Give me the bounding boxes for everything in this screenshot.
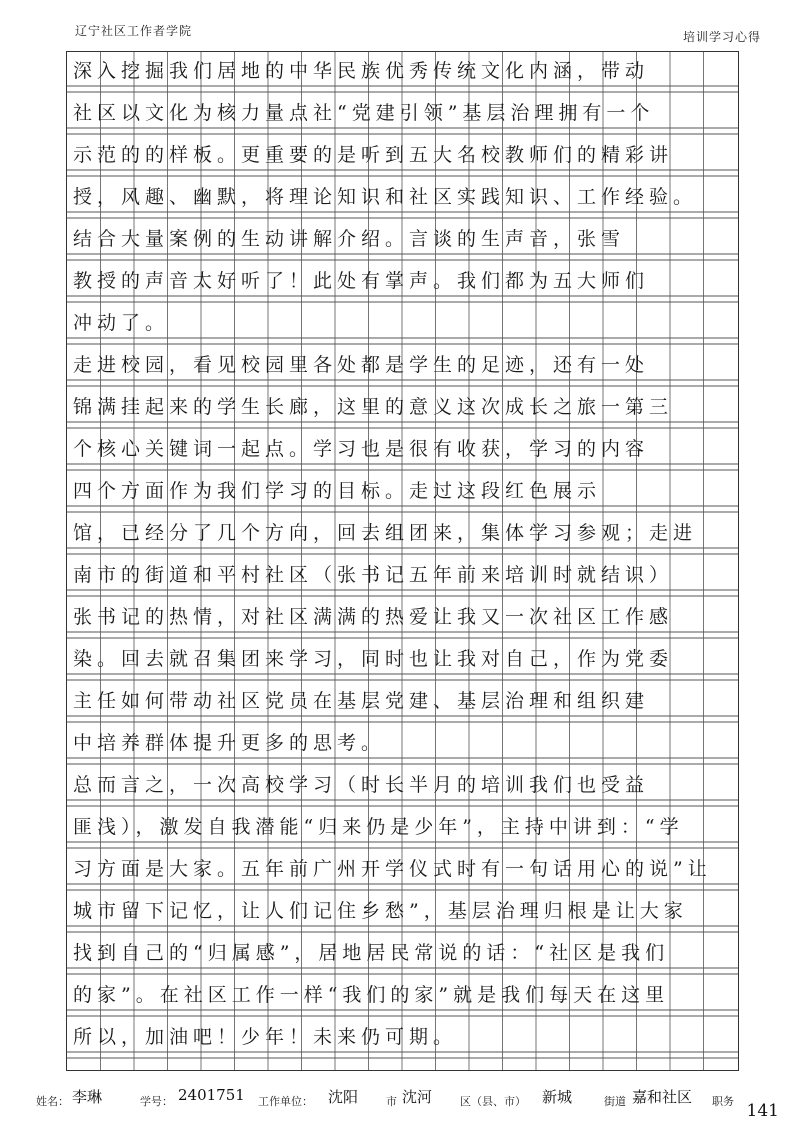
header-college-name: 辽宁社区工作者学院 xyxy=(75,24,193,38)
student-id-label: 学号： xyxy=(140,1095,173,1108)
text-line-21: 城市留下记忆，让人们记住乡愁”，基层治理归根是让大家 xyxy=(73,900,688,922)
text-line-16: 主任如何带动社区党员在基层党建、基层治理和组织建 xyxy=(73,690,650,712)
text-line-22: 找到自己的“归属感”，居地居民常说的话：“社区是我们 xyxy=(73,942,670,964)
city-label: 市 xyxy=(386,1095,397,1108)
text-line-6: 教授的声音太好听了！此处有掌声。我们都为五大师们 xyxy=(73,270,650,292)
text-line-14: 张书记的热情，对社区满满的热爱让我又一次社区工作感 xyxy=(73,606,674,628)
text-line-7: 冲动了。 xyxy=(73,312,170,334)
street-value: 嘉和社区 xyxy=(632,1088,693,1106)
text-line-23: 的家”。在社区工作一样“我们的家”就是我们每天在这里 xyxy=(73,984,670,1006)
text-line-8: 走进校园，看见校园里各处都是学生的足迹，还有一处 xyxy=(73,354,650,376)
name-value: 李琳 xyxy=(72,1088,103,1106)
writing-grid xyxy=(66,51,739,1071)
text-line-15: 染。回去就召集团来学习，同时也让我对自己，作为党委 xyxy=(73,648,674,670)
text-line-5: 结合大量案例的生动讲解介绍。言谈的生声音，张雪 xyxy=(73,228,626,250)
text-line-11: 四个方面作为我们学习的目标。走过这段红色展示 xyxy=(73,480,602,502)
text-line-12: 馆，已经分了几个方向，回去组团来，集体学习参观；走进 xyxy=(73,522,698,544)
text-line-10: 个核心关键词一起点。学习也是很有收获，学习的内容 xyxy=(73,438,650,460)
text-line-20: 习方面是大家。五年前广州开学仪式时有一句话用心的说”让 xyxy=(73,858,712,880)
district-value: 新城 xyxy=(542,1088,573,1106)
text-line-13: 南市的街道和平村社区（张书记五年前来培训时就结识） xyxy=(73,564,674,586)
city-value: 沈河 xyxy=(402,1088,433,1106)
text-line-9: 锦满挂起来的学生长廊，这里的意义这次成长之旅一第三 xyxy=(73,396,674,418)
text-line-2: 社区以文化为核力量点社“党建引领”基层治理拥有一个 xyxy=(73,102,655,124)
text-line-24: 所以，加油吧！少年！未来仍可期。 xyxy=(73,1026,458,1048)
text-line-19: 匪浅），激发自我潜能“归来仍是少年”，主持中讲到：“学 xyxy=(73,816,684,838)
street-label: 街道 xyxy=(604,1095,626,1108)
text-line-17: 中培养群体提升更多的思考。 xyxy=(73,732,386,754)
text-line-3: 示范的的样板。更重要的是听到五大名校教师们的精彩讲 xyxy=(73,144,674,166)
page-number: 141 xyxy=(746,1101,779,1121)
header-doc-title: 培训学习心得 xyxy=(682,30,761,44)
text-line-18: 总而言之，一次高校学习（时长半月的培训我们也受益 xyxy=(73,774,650,796)
work-unit-label: 工作单位： xyxy=(258,1095,313,1108)
name-label: 姓名： xyxy=(36,1095,69,1108)
position-label: 职务 xyxy=(712,1095,734,1108)
text-line-1: 深入挖掘我们居地的中华民族优秀传统文化内涵，带动 xyxy=(73,60,650,82)
work-unit-value: 沈阳 xyxy=(328,1088,359,1106)
district-label: 区（县、市） xyxy=(460,1095,526,1108)
student-id-value: 2401751 xyxy=(178,1086,245,1104)
text-line-4: 授，风趣、幽默，将理论知识和社区实践知识、工作经验。 xyxy=(73,186,698,208)
